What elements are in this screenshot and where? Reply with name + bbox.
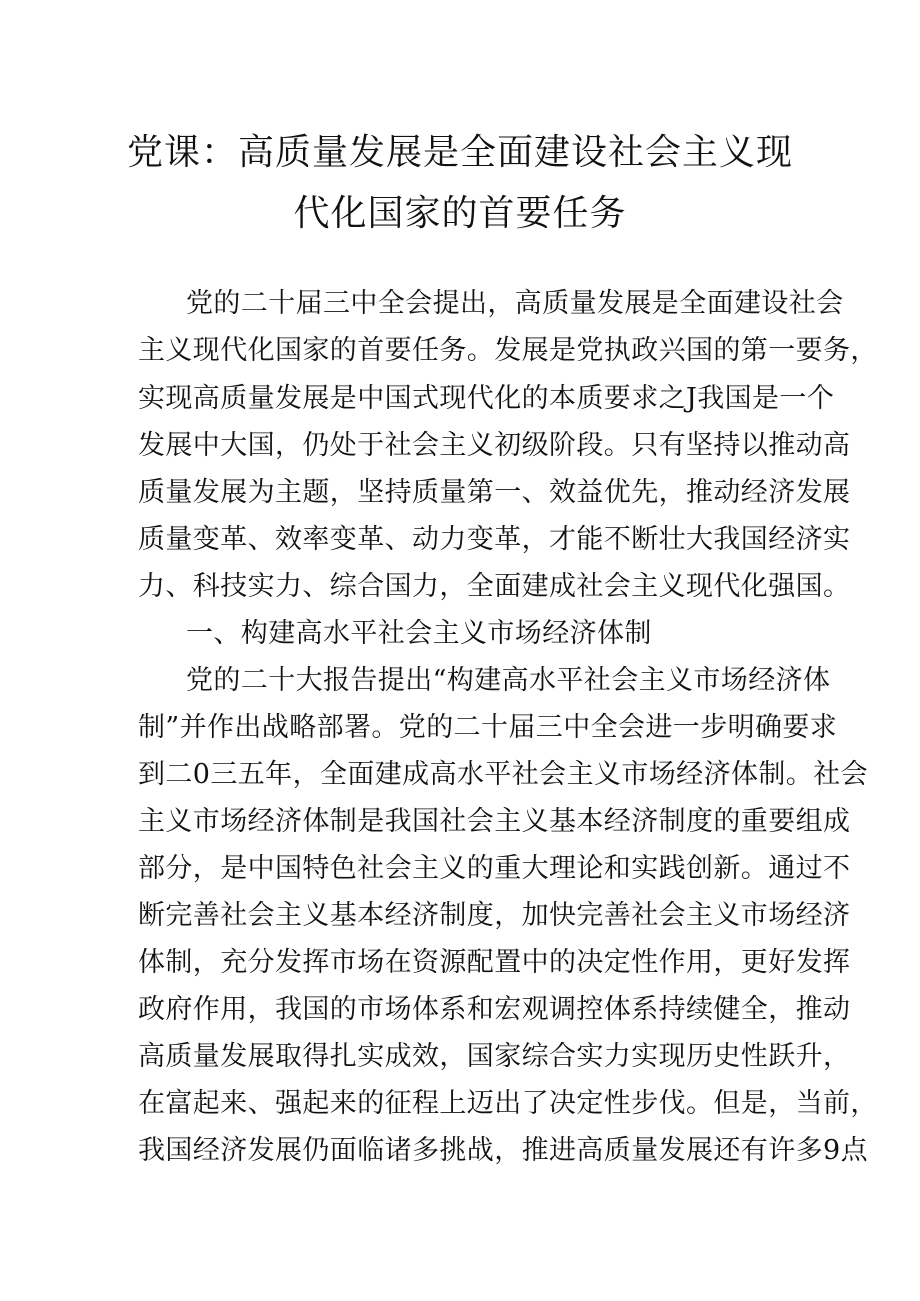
paragraph-1-line-4: 发展中大国，仍处于社会主义初级阶段。只有坚持以推动高 [138,430,851,461]
paragraph-1-line-2: 主义现代化国家的首要任务。发展是党执政兴国的第一要务， [138,335,878,366]
paragraph-1-line-1: 党的二十届三中全会提出，高质量发展是全面建设社会 [186,288,844,319]
paragraph-2-line-6: 断完善社会主义基本经济制度，加快完善社会主义市场经济 [138,900,851,931]
paragraph-1-line-5: 质量发展为主题，坚持质量第一、效益优先，推动经济发展 [138,477,851,508]
section-heading-1: 一、构建高水平社会主义市场经济体制 [186,618,652,649]
paragraph-2-line-2: 制”并作出战略部署。党的二十届三中全会进一步明确要求 [138,712,838,743]
document-title-line-2: 代化国家的首要任务 [293,193,627,234]
paragraph-2-line-8: 政府作用，我国的市场体系和宏观调控体系持续健全，推动 [138,994,851,1025]
paragraph-2-line-4: 主义市场经济体制是我国社会主义基本经济制度的重要组成 [138,806,851,837]
paragraph-2-line-1: 党的二十大报告提出“构建高水平社会主义市场经济体 [186,665,831,696]
paragraph-1-line-3: 实现高质量发展是中国式现代化的本质要求之J我国是一个 [138,383,835,414]
paragraph-2-line-5: 部分，是中国特色社会主义的重大理论和实践创新。通过不 [138,853,851,884]
paragraph-2-line-3: 到二0三五年，全面建成高水平社会主义市场经济体制。社会 [138,759,868,790]
document-title-line-1: 党课：高质量发展是全面建设社会主义现 [126,132,793,173]
paragraph-2-line-9: 高质量发展取得扎实成效，国家综合实力实现历史性跃升， [138,1041,851,1072]
paragraph-2-line-11: 我国经济发展仍面临诸多挑战，推进高质量发展还有许多9点 [138,1135,868,1166]
paragraph-1-line-7: 力、科技实力、综合国力，全面建成社会主义现代化强国。 [138,571,851,602]
paragraph-1-line-6: 质量变革、效率变革、动力变革，才能不断壮大我国经济实 [138,524,851,555]
paragraph-2-line-7: 体制，充分发挥市场在资源配置中的决定性作用，更好发挥 [138,947,851,978]
paragraph-2-line-10: 在富起来、强起来的征程上迈出了决定性步伐。但是，当前， [138,1088,878,1119]
